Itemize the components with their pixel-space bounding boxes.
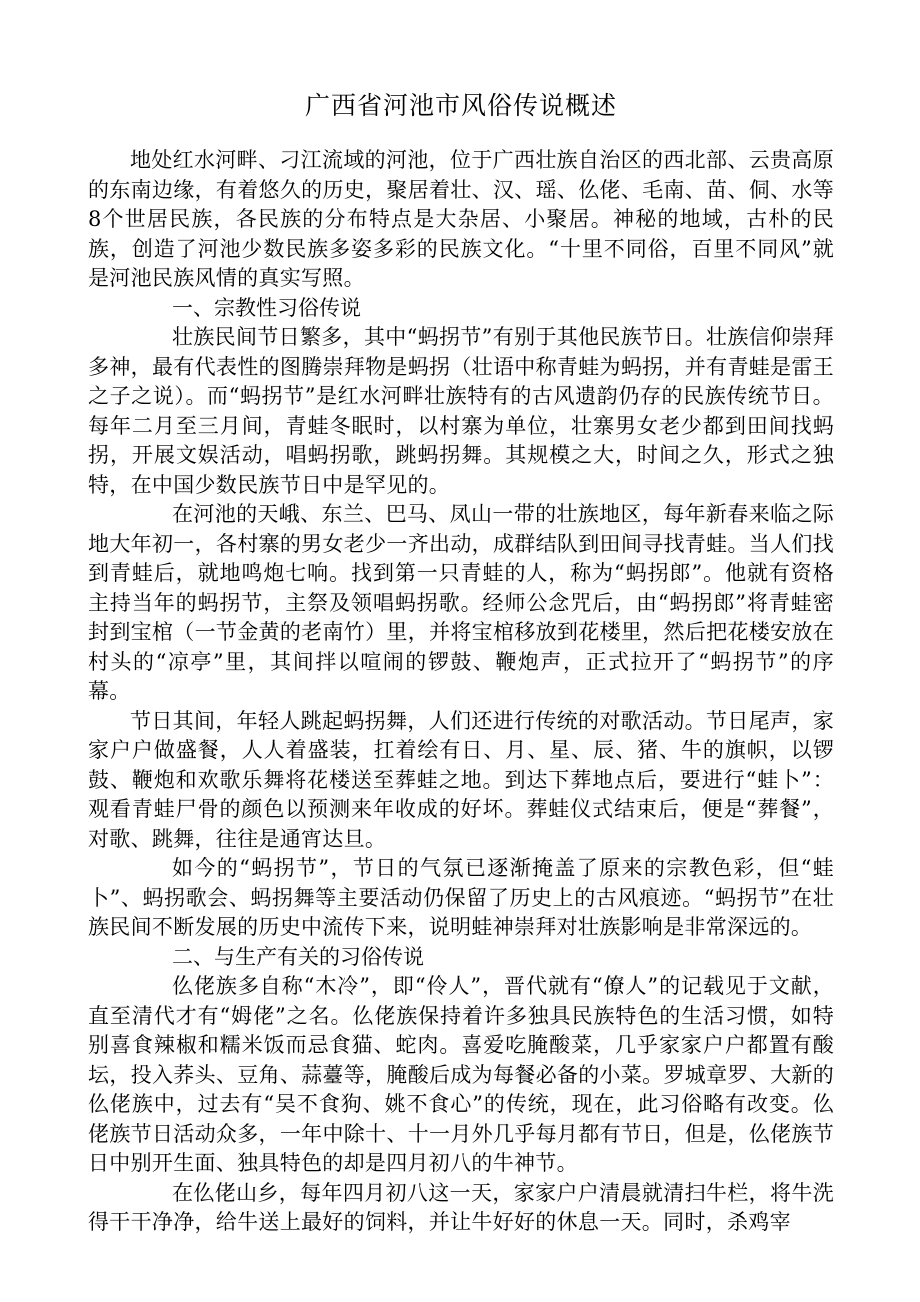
section-heading-production: 二、与生产有关的习俗传说: [172, 944, 424, 969]
paragraph-magua-festival: 壮族民间节日繁多，其中“蚂拐节”有别于其他民族节日。壮族信仰崇拜多神，最有代表性的图腾崇拜物是蚂拐（壮语中称青蛙为蚂拐，并有青蛙是雷王之子之说）。而“蚂拐节”是红水河畔壮族特有的古风遗韵仍存的民族传统节日。每年二月至三月间，青蛙冬眠时，以村寨为单位，壮寨男女老少都到田间找蚂拐，开展文娱活动，唱蚂拐歌，跳蚂拐舞。其规模之大，时间之久，形式之独特，在中国少数民族节日中是罕见的。: [88, 325, 834, 497]
paragraph-festival-events: 节日其间，年轻人跳起蚂拐舞，人们还进行传统的对歌活动。节日尾声，家家户户做盛餐，人人着盛装，扛着绘有日、月、星、辰、猪、牛的旗帜，以锣鼓、鞭炮和欢歌乐舞将花楼送至葬蛙之地。到达下葬地点后，要进行“蛙卜”：观看青蛙尸骨的颜色以预测来年收成的好坏。葬蛙仪式结束后，便是“葬餐”，对歌、跳舞，往往是通宵达旦。: [88, 708, 834, 851]
paragraph-new-year-search: 在河池的天峨、东兰、巴马、凤山一带的壮族地区，每年新春来临之际地大年初一，各村寨的男女老少一齐出动，成群结队到田间寻找青蛙。当人们找到青蛙后，就地鸣炮七响。找到第一只青蛙的人，称为“蚂拐郎”。他就有资格主持当年的蚂拐节，主祭及领唱蚂拐歌。经师公念咒后，由“蚂拐郎”将青蛙密封到宝棺（一节金黄的老南竹）里，并将宝棺移放到花楼里，然后把花楼安放在村头的“凉亭”里，其间拌以喧闹的锣鼓、鞭炮声，正式拉开了“蚂拐节”的序幕。: [88, 502, 834, 703]
paragraph-ox-festival: 在仫佬山乡，每年四月初八这一天，家家户户清晨就清扫牛栏，将牛洗得干干净净，给牛送上最好的饲料，并让牛好好的休息一天。同时，杀鸡宰: [88, 1180, 834, 1234]
paragraph-intro: 地处红水河畔、刁江流域的河池，位于广西壮族自治区的西北部、云贵高原的东南边缘，有着悠久的历史，聚居着壮、汉、瑶、仫佬、毛南、苗、侗、水等8个世居民族，各民族的分布特点是大杂居、小聚居。神秘的地域，古朴的民族，创造了河池少数民族多姿多彩的民族文化。“十里不同俗，百里不同风”就是河池民族风情的真实写照。: [88, 148, 834, 290]
paragraph-festival-today: 如今的“蚂拐节”，节日的气氛已逐渐掩盖了原来的宗教色彩，但“蛙卜”、蚂拐歌会、蚂拐舞等主要活动仍保留了历史上的古风痕迹。“蚂拐节”在壮族民间不断发展的历史中流传下来，说明蛙神崇拜对壮族影响是非常深远的。: [88, 856, 834, 939]
document-page: [88, 88, 834, 1238]
paragraph-mulao-people: 仫佬族多自称“木冷”，即“伶人”，晋代就有“僚人”的记载见于文献，直至清代才有“姆佬”之名。仫佬族保持着许多独具民族特色的生活习惯，如特别喜食辣椒和糯米饭而忌食猫、蛇肉。喜爱吃腌酸菜，几乎家家户户都置有酸坛，投入荞头、豆角、蒜薹等，腌酸后成为每餐必备的小菜。罗城章罗、大新的仫佬族中，过去有“吴不食狗、姚不食心”的传统，现在，此习俗略有改变。仫佬族节日活动众多，一年中除十、十一月外几乎每月都有节日，但是，仫佬族节日中别开生面、独具特色的却是四月初八的牛神节。: [88, 974, 834, 1175]
document-title: 广西省河池市风俗传说概述: [304, 91, 617, 120]
section-heading-religious: 一、宗教性习俗传说: [172, 295, 361, 320]
